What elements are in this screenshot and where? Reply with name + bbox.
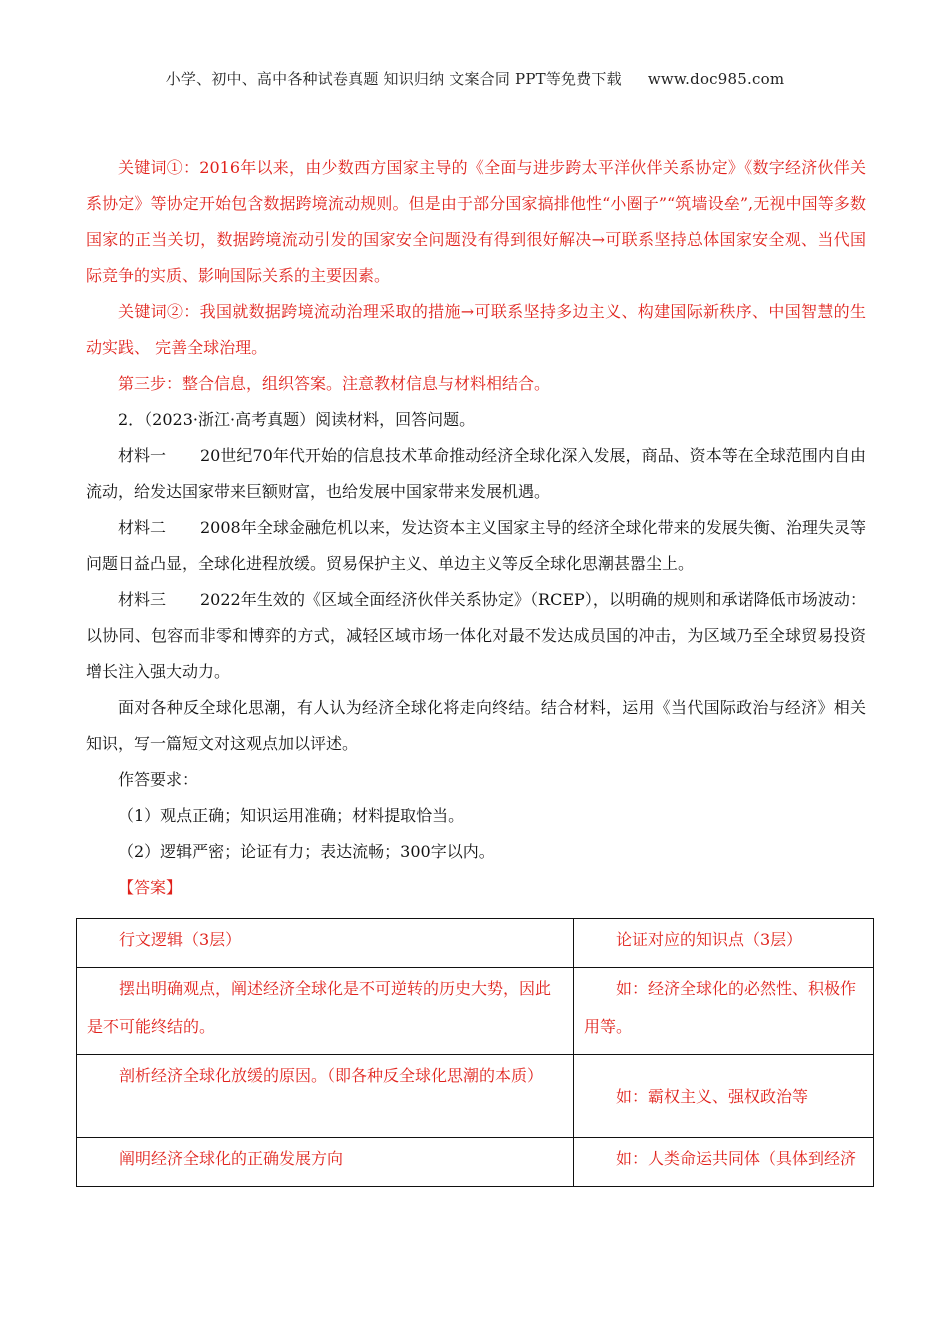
question-title: 2．（2023·浙江·高考真题）阅读材料，回答问题。 [118, 410, 476, 429]
step-3-paragraph: 第三步：整合信息，组织答案。注意教材信息与材料相结合。 [118, 374, 551, 393]
material-3 [86, 582, 866, 690]
table-cell: 如：人类命运共同体（具体到经济 [574, 1138, 874, 1187]
material-1 [86, 438, 866, 510]
page-header [0, 68, 950, 89]
question-prompt: 面对各种反全球化思潮，有人认为经济全球化将走向终结。结合材料，运用《当代国际政治与经济》相关知识，写一篇短文对这观点加以评述。 [86, 698, 866, 753]
material-1-label: 材料一 [118, 446, 167, 465]
answer-label: 【答案】 [118, 878, 183, 897]
header-site-link[interactable]: www.doc985.com [647, 70, 785, 88]
table-cell: 摆出明确观点，阐述经济全球化是不可逆转的历史大势，因此是不可能终结的。 [77, 968, 574, 1055]
table-header-cell: 论证对应的知识点（3层） [574, 919, 874, 968]
answer-table [76, 918, 874, 1187]
requirements-title: 作答要求： [118, 770, 199, 789]
requirement-1: （1）观点正确；知识运用准确；材料提取恰当。 [118, 806, 465, 825]
material-3-text: 2022年生效的《区域全面经济伙伴关系协定》（RCEP），以明确的规则和承诺降低市场波动：以协同、包容而非零和博弈的方式，减轻区域市场一体化对最不发达成员国的冲击，为区域乃至全球贸易投资增长注入强大动力。 [86, 590, 866, 681]
table-row [77, 1055, 874, 1138]
keyword-1-paragraph: 关键词①：2016年以来，由少数西方国家主导的《全面与进步跨太平洋伙伴关系协定》《数字经济伙伴关系协定》等协定开始包含数据跨境流动规则。但是由于部分国家搞排他性“小圈子”“筑墙设垒”,无视中国等多数国家的正当关切，数据跨境流动引发的国家安全问题没有得到很好解决→可联系坚持总体国家安全观、当代国际竞争的实质、影响国际关系的主要因素。 [86, 158, 866, 285]
table-row [77, 968, 874, 1055]
requirement-2: （2）逻辑严密；论证有力；表达流畅；300字以内。 [118, 842, 495, 861]
material-3-label: 材料三 [118, 590, 167, 609]
table-cell: 如：霸权主义、强权政治等 [574, 1055, 874, 1138]
page-content [86, 150, 866, 906]
table-cell: 剖析经济全球化放缓的原因。（即各种反全球化思潮的本质） [77, 1055, 574, 1138]
material-2-label: 材料二 [118, 518, 167, 537]
material-2 [86, 510, 866, 582]
header-text: 小学、初中、高中各种试卷真题 知识归纳 文案合同 PPT等免费下载 [165, 70, 622, 88]
table-cell: 阐明经济全球化的正确发展方向 [77, 1138, 574, 1187]
keyword-2-paragraph: 关键词②：我国就数据跨境流动治理采取的措施→可联系坚持多边主义、构建国际新秩序、中国智慧的生动实践、 完善全球治理。 [86, 302, 866, 357]
table-header-cell: 行文逻辑（3层） [77, 919, 574, 968]
material-2-text: 2008年全球金融危机以来，发达资本主义国家主导的经济全球化带来的发展失衡、治理失灵等问题日益凸显，全球化进程放缓。贸易保护主义、单边主义等反全球化思潮甚嚣尘上。 [86, 518, 866, 573]
table-header-row [77, 919, 874, 968]
table-cell: 如：经济全球化的必然性、积极作用等。 [574, 968, 874, 1055]
material-1-text: 20世纪70年代开始的信息技术革命推动经济全球化深入发展，商品、资本等在全球范围内自由流动，给发达国家带来巨额财富，也给发展中国家带来发展机遇。 [86, 446, 866, 501]
table-row [77, 1138, 874, 1187]
